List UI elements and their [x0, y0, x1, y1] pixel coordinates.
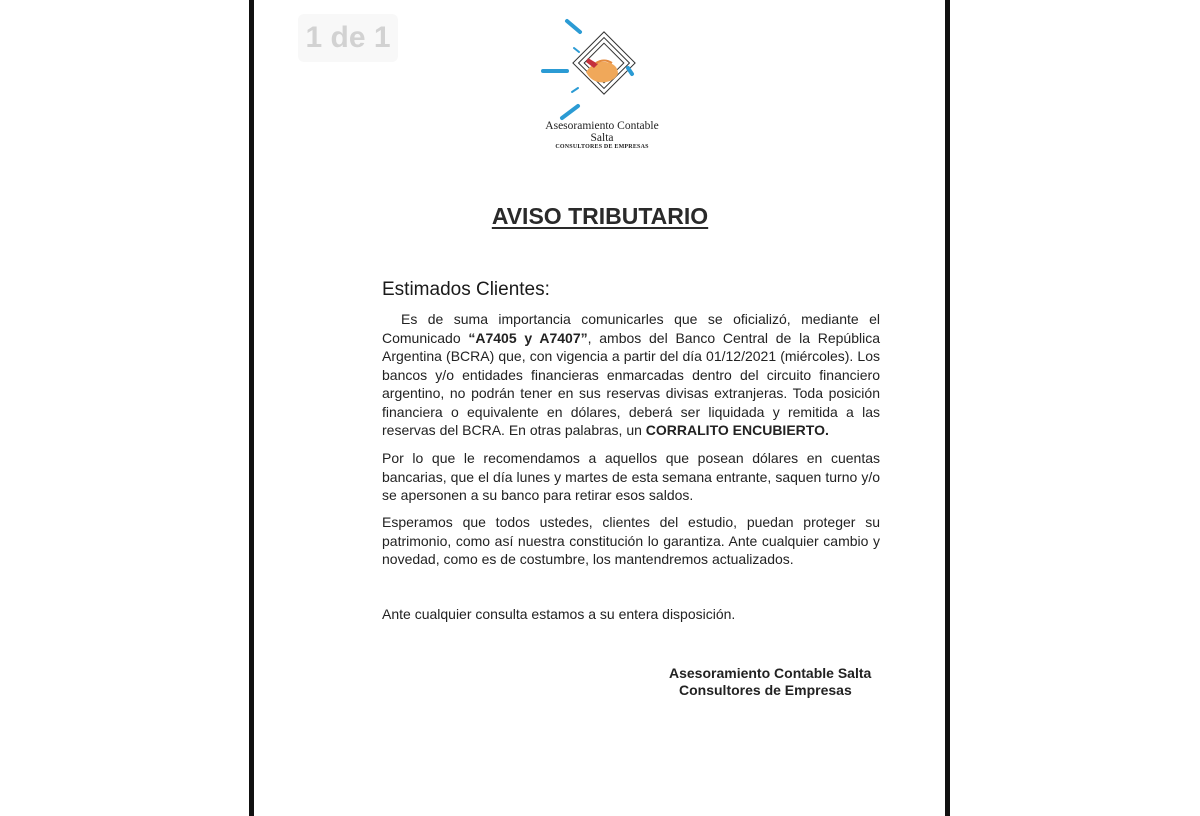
paragraph-1-text: Es de suma importancia comunicarles que se oficializó, mediante el Comunicado: [382, 311, 880, 346]
logo-tagline: CONSULTORES DE EMPRESAS: [555, 144, 649, 150]
company-logo: [532, 16, 672, 156]
logo-company-name: Asesoramiento Contable Salta: [545, 120, 659, 144]
paragraph-2: Por lo que le recomendamos a aquellos que posean dólares en cuentas bancarias, que el día lunes y martes de esta semana entrante, saquen turno y/o se apersonen a su banco para retirar esos saldos.: [382, 450, 880, 503]
signature-company: Asesoramiento Contable Salta: [669, 665, 872, 681]
paragraph-4: Ante cualquier consulta estamos a su entera disposición.: [382, 606, 736, 622]
logo-emblem-icon: [532, 16, 672, 121]
page-counter: 1 de 1: [298, 14, 398, 62]
document-title: AVISO TRIBUTARIO: [491, 203, 709, 229]
signature-subtitle: Consultores de Empresas: [679, 682, 852, 698]
paragraph-3: Esperamos que todos ustedes, clientes del estudio, puedan proteger su patrimonio, como así nuestra constitución lo garantiza. Ante cualquier cambio y novedad, como es de costumbre, los mantendremos actualizados.: [382, 514, 880, 567]
paragraph-1-text-middle: , ambos del Banco Central de la República Argentina (BCRA) que, con vigencia a partir del día 01/12/2021 (miércoles). Los bancos y/o entidades financieras enmarcadas dentro del circuito financiero argentino, no podrán tener en sus reservas divisas extranjeras. Toda posición financiera o equivalente en dólares, deberá ser liquidada y remitida a las reservas del BCRA. En otras palabras, un: [382, 329, 880, 438]
paragraph-1: [382, 310, 880, 440]
greeting: Estimados Clientes:: [382, 279, 550, 300]
paragraph-1-emphasis: CORRALITO ENCUBIERTO.: [645, 422, 829, 438]
paragraph-1-comunicado: “A7405 y A7407”: [468, 329, 588, 346]
